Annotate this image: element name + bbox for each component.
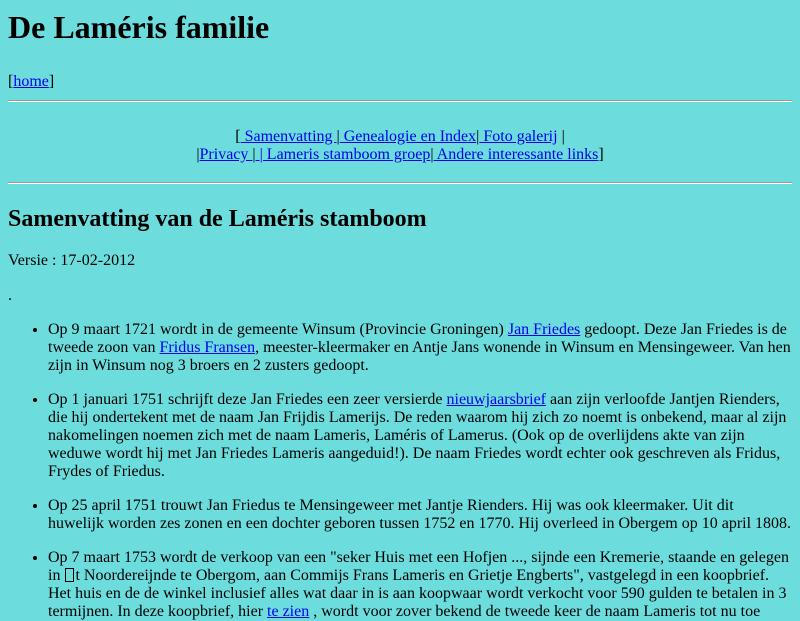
main-nav [8, 128, 792, 164]
item-text: Op 7 maart 1753 wordt de verkoop van een "seker Huis met een Hofjen ..., sijnde een Kremerie, staande en gelegen in [48, 549, 789, 584]
nav-separator: | [430, 146, 434, 163]
nav-separator: | [196, 146, 200, 163]
version-text: Versie : 17-02-2012 [8, 252, 136, 269]
nav-bracket-open: [ [235, 128, 241, 145]
item-text: , wordt voor zover bekend de tweede keer de naam Lameris tot nu toe [309, 603, 761, 620]
item-text: Op 1 januari 1751 schrijft deze Jan Friedes een zeer versierde [48, 391, 447, 408]
link-nieuwjaarsbrief[interactable]: nieuwjaarsbrief [446, 391, 547, 408]
nav-row-1 [8, 128, 792, 146]
nav-separator: | [252, 146, 256, 163]
nav-separator: | [557, 128, 565, 145]
divider-nav [8, 182, 792, 184]
page-heading: Samenvatting van de Laméris stamboom [8, 206, 427, 232]
nav-link-andere-links[interactable]: Andere interessante links [433, 146, 599, 163]
list-item [48, 549, 792, 621]
bracket-close: ] [48, 73, 55, 90]
nav-link-privacy[interactable]: Privacy [199, 146, 253, 163]
summary-list [8, 321, 792, 621]
nav-link-foto-galerij[interactable]: Foto galerij [479, 128, 558, 145]
nav-bracket-close: ] [598, 146, 604, 163]
item-text: Op 25 april 1751 trouwt Jan Friedus te Mensingeweer met Jantje Rienders. Hij was ook kleermaker. Uit dit huwelijk worden zes zonen en een dochter geboren tussen 1752 en 1770. Hij overleed in Obergem op 10 april 1808. [48, 497, 792, 532]
home-link[interactable]: home [13, 73, 49, 90]
bracket-open: [ [8, 73, 14, 90]
nav-link-stamboom-groep[interactable]: | Lameris stamboom groep [259, 146, 431, 163]
nav-link-samenvatting[interactable]: Samenvatting [240, 128, 337, 145]
item-text: Op 9 maart 1721 wordt in de gemeente Winsum (Provincie Groningen) [48, 321, 508, 338]
link-fridus-fransen[interactable]: Fridus Fransen [159, 339, 256, 356]
home-nav [8, 73, 792, 91]
nav-separator: | [476, 128, 480, 145]
nav-separator: | [336, 128, 340, 145]
divider-top [8, 100, 792, 102]
site-title: De Laméris familie [8, 9, 270, 45]
dot-text: . [8, 287, 12, 304]
nav-row-2 [8, 146, 792, 164]
missing-glyph-icon [65, 568, 74, 582]
item-text: t Noordereijnde te Obergom, aan Commijs Frans Lameris en Grietje Engberts", vastgelegd in een koopbrief. Het huis en de de winkel inclusief alles wat daar in is aan koopwaar wordt verkocht voor 590 gulden te betalen in 3 termijnen. In deze koopbrief, hier [48, 567, 787, 620]
list-item [48, 321, 792, 375]
list-item [48, 391, 792, 481]
list-item [48, 497, 792, 533]
nav-link-genealogie[interactable]: Genealogie en Index [339, 128, 477, 145]
item-text: aan zijn verloofde Jantjen Rienders, die hij ondertekent met de naam Jan Frijdis Lamerijs. De reden waarom hij zich zo noemt is onbekend, maar al zijn nakomelingen noemen zich met de naam Lameris, Laméris of Lamerus. (Ook op de overlijdens akte van zijn weduwe wordt hij met Jan Friedes Lameris aangeduid!). De naam Friedes wordt echter ook geschreven als Fridus, Frydes of Friedus. [48, 391, 787, 480]
link-te-zien[interactable]: te zien [267, 603, 310, 620]
item-text: gedoopt. Deze Jan Friedes is de tweede zoon van [48, 321, 787, 356]
link-jan-friedes[interactable]: Jan Friedes [507, 321, 581, 338]
item-text: , meester-kleermaker en Antje Jans wonende in Winsum en Mensingeweer. Van hen zijn in Winsum nog 3 broers en 2 zusters gedoopt. [48, 339, 791, 374]
